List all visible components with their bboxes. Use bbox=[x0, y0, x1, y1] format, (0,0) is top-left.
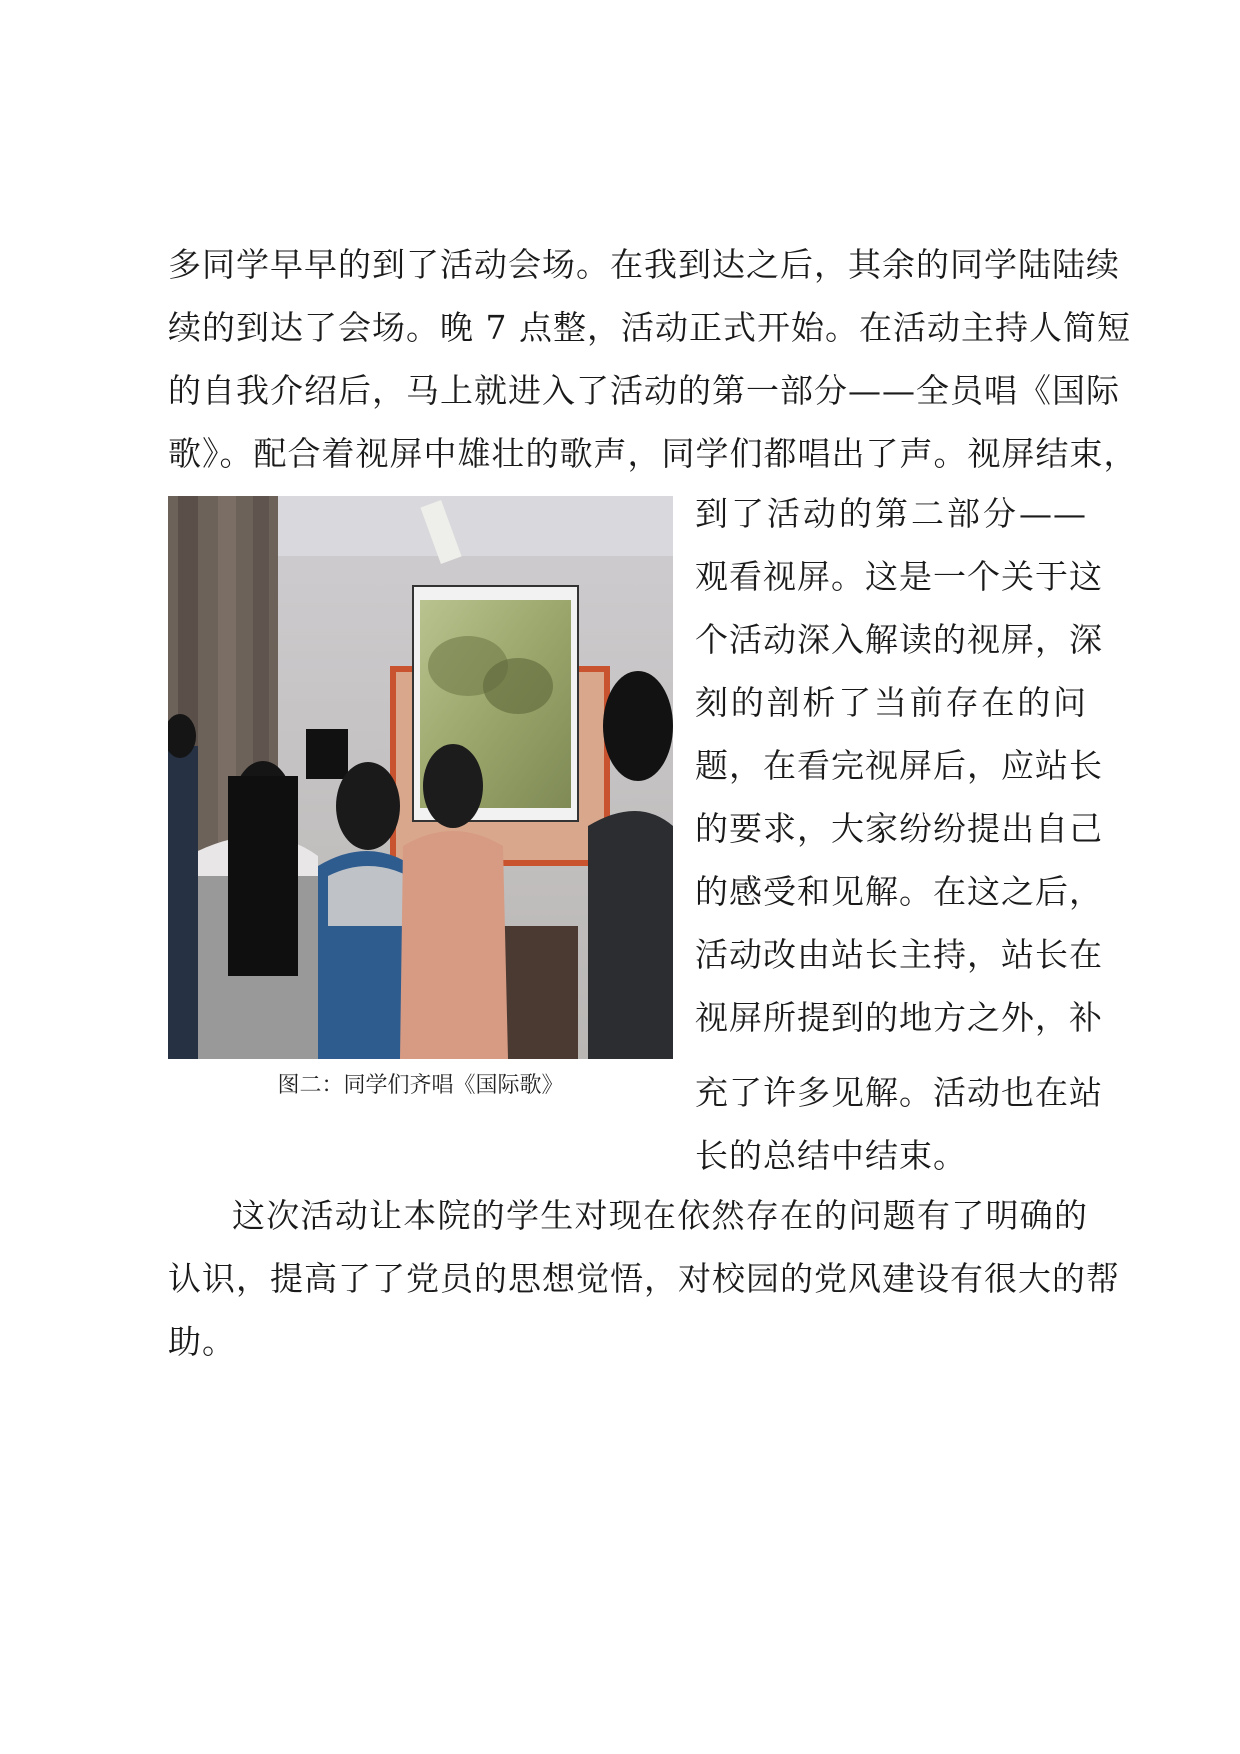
paragraph-line: 多同学早早的到了活动会场。在我到达之后，其余的同学陆陆续 bbox=[168, 245, 1120, 284]
wrap-line: 的要求，大家纷纷提出自己 bbox=[695, 809, 1103, 848]
figure-photo bbox=[168, 496, 673, 1059]
wrap-line: 充了许多见解。活动也在站 bbox=[695, 1073, 1103, 1112]
wrap-line: 长的总结中结束。 bbox=[695, 1136, 967, 1175]
paragraph-line: 助。 bbox=[168, 1322, 236, 1361]
wrap-line: 个活动深入解读的视屏，深 bbox=[695, 620, 1103, 659]
paragraph-line: 的自我介绍后，马上就进入了活动的第一部分——全员唱《国际 bbox=[168, 371, 1120, 410]
wrap-line: 的感受和见解。在这之后， bbox=[695, 872, 1103, 911]
wrap-line: 刻的剖析了当前存在的问 bbox=[695, 683, 1087, 722]
wrap-line: 活动改由站长主持，站长在 bbox=[695, 935, 1103, 974]
paragraph-line: 这次活动让本院的学生对现在依然存在的问题有了明确的 bbox=[232, 1196, 1088, 1235]
wrap-line: 视屏所提到的地方之外，补 bbox=[695, 998, 1103, 1037]
paragraph-line: 认识，提高了了党员的思想觉悟，对校园的党风建设有很大的帮 bbox=[168, 1259, 1120, 1298]
figure-caption: 图二：同学们齐唱《国际歌》 bbox=[277, 1073, 564, 1098]
wrap-line: 题，在看完视屏后，应站长 bbox=[695, 746, 1103, 785]
wrap-line: 到了活动的第二部分—— bbox=[695, 494, 1087, 533]
paragraph-line: 歌》。配合着视屏中雄壮的歌声，同学们都唱出了声。视屏结束， bbox=[168, 434, 1138, 473]
paragraph-line: 续的到达了会场。晚 7 点整，活动正式开始。在活动主持人简短 bbox=[168, 308, 1131, 347]
wrap-line: 观看视屏。这是一个关于这 bbox=[695, 557, 1103, 596]
